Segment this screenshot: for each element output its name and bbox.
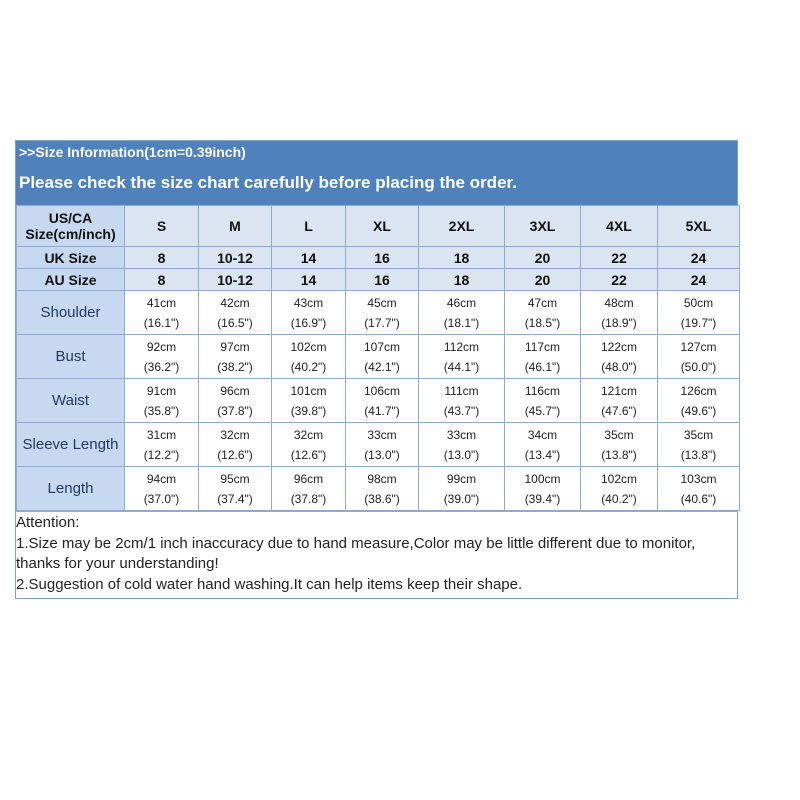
measurement-cell [581, 335, 658, 379]
us-size-cell: XL [346, 206, 419, 247]
inch-value: (46.1") [524, 359, 561, 374]
us-size-label: US/CA Size(cm/inch) [17, 206, 125, 247]
au-size-row [17, 269, 740, 291]
measurement-cell [272, 291, 346, 335]
measurement-cell [658, 291, 740, 335]
measurement-cell [199, 423, 272, 467]
cm-value: 32cm [220, 427, 250, 442]
inch-value: (37.8") [217, 403, 253, 418]
cm-value: 34cm [527, 427, 558, 442]
cm-value: 122cm [600, 339, 638, 354]
cm-value: 116cm [524, 383, 561, 398]
cm-value: 48cm [604, 295, 634, 310]
measurement-cell [125, 467, 199, 511]
cm-value: 95cm [220, 471, 250, 486]
cm-value: 94cm [146, 471, 177, 486]
attention-notes [16, 511, 737, 598]
cm-value: 102cm [600, 471, 638, 486]
size-chart [15, 140, 738, 599]
us-size-cell: 4XL [581, 206, 658, 247]
uk-size-cell: 20 [505, 247, 581, 269]
measurement-cell [199, 335, 272, 379]
measurement-cell [419, 291, 505, 335]
inch-value: (35.8") [143, 403, 180, 418]
inch-value: (36.2") [143, 359, 180, 374]
measurement-cell [199, 291, 272, 335]
measurement-cell [125, 335, 199, 379]
au-size-cell: 14 [272, 269, 346, 291]
cm-value: 97cm [220, 339, 250, 354]
measurement-cell [581, 467, 658, 511]
inch-value: (13.8") [601, 447, 637, 462]
uk-size-cell: 22 [581, 247, 658, 269]
inch-value: (37.8") [290, 491, 327, 506]
cm-value: 96cm [220, 383, 250, 398]
us-size-cell: 5XL [658, 206, 740, 247]
cm-value: 42cm [220, 295, 250, 310]
measurement-cell [125, 291, 199, 335]
inch-value: (39.0") [443, 491, 480, 506]
inch-value: (18.9") [601, 315, 637, 330]
measurement-row [17, 467, 740, 511]
measurement-label: Bust [17, 335, 125, 379]
au-size-cell: 16 [346, 269, 419, 291]
inch-value: (13.8") [680, 447, 717, 462]
measurement-cell [346, 423, 419, 467]
inch-value: (39.4") [524, 491, 561, 506]
cm-value: 96cm [293, 471, 324, 486]
measurement-cell [346, 291, 419, 335]
uk-size-cell: 24 [658, 247, 740, 269]
cm-value: 91cm [146, 383, 177, 398]
cm-value: 107cm [363, 339, 401, 354]
inch-value: (45.7") [524, 403, 561, 418]
inch-value: (18.5") [524, 315, 561, 330]
cm-value: 35cm [604, 427, 634, 442]
size-info-title: >>Size Information(1cm=0.39inch) [19, 144, 246, 160]
au-size-cell: 8 [125, 269, 199, 291]
us-size-cell: M [199, 206, 272, 247]
au-size-cell: 24 [658, 269, 740, 291]
cm-value: 117cm [524, 339, 561, 354]
au-size-label: AU Size [17, 269, 125, 291]
cm-value: 101cm [290, 383, 327, 398]
cm-value: 121cm [600, 383, 638, 398]
us-size-cell: L [272, 206, 346, 247]
inch-value: (40.2") [601, 491, 637, 506]
measurement-row [17, 379, 740, 423]
inch-value: (40.6") [680, 491, 717, 506]
inch-value: (16.1") [143, 315, 180, 330]
measurement-label: Sleeve Length [17, 423, 125, 467]
attention-note-1: 1.Size may be 2cm/1 inch inaccuracy due to hand measure,Color may be little different due to monitor, thanks for your understanding! [16, 534, 696, 572]
measurement-cell [419, 335, 505, 379]
attention-note-2: 2.Suggestion of cold water hand washing.It can help items keep their shape. [16, 575, 523, 593]
cm-value: 43cm [293, 295, 324, 310]
inch-value: (50.0") [680, 359, 717, 374]
inch-value: (41.7") [364, 403, 400, 418]
inch-value: (16.5") [217, 315, 253, 330]
measurement-cell [505, 291, 581, 335]
measurement-cell [505, 423, 581, 467]
inch-value: (42.1") [364, 359, 400, 374]
cm-value: 50cm [683, 295, 714, 310]
inch-value: (12.6") [290, 447, 327, 462]
cm-value: 32cm [293, 427, 324, 442]
cm-value: 31cm [146, 427, 177, 442]
measurement-cell [505, 335, 581, 379]
measurement-cell [272, 467, 346, 511]
measurement-cell [658, 379, 740, 423]
measurement-row [17, 291, 740, 335]
measurement-cell [125, 423, 199, 467]
cm-value: 41cm [146, 295, 177, 310]
measurement-cell [658, 335, 740, 379]
inch-value: (40.2") [290, 359, 327, 374]
inch-value: (13.0") [443, 447, 480, 462]
au-size-cell: 20 [505, 269, 581, 291]
us-size-cell: 2XL [419, 206, 505, 247]
inch-value: (16.9") [290, 315, 327, 330]
us-size-row [17, 206, 740, 247]
us-size-cell: 3XL [505, 206, 581, 247]
cm-value: 100cm [524, 471, 561, 486]
inch-value: (12.6") [217, 447, 253, 462]
measurement-cell [346, 379, 419, 423]
measurement-cell [272, 423, 346, 467]
measurement-cell [658, 423, 740, 467]
inch-value: (13.4") [524, 447, 561, 462]
uk-size-cell: 10-12 [199, 247, 272, 269]
measurement-label: Length [17, 467, 125, 511]
measurement-cell [581, 291, 658, 335]
uk-size-label: UK Size [17, 247, 125, 269]
measurement-cell [199, 379, 272, 423]
cm-value: 112cm [443, 339, 480, 354]
cm-value: 103cm [680, 471, 717, 486]
cm-value: 47cm [527, 295, 558, 310]
inch-value: (38.2") [217, 359, 253, 374]
uk-size-cell: 14 [272, 247, 346, 269]
au-size-cell: 22 [581, 269, 658, 291]
cm-value: 111cm [444, 383, 479, 398]
measurement-cell [419, 423, 505, 467]
size-info-banner [16, 141, 737, 205]
inch-value: (43.7") [443, 403, 480, 418]
size-check-notice: Please check the size chart carefully before placing the order. [19, 173, 517, 192]
cm-value: 33cm [446, 427, 477, 442]
inch-value: (37.4") [217, 491, 253, 506]
measurement-cell [581, 423, 658, 467]
cm-value: 102cm [290, 339, 327, 354]
measurement-cell [581, 379, 658, 423]
inch-value: (48.0") [601, 359, 637, 374]
attention-title: Attention: [16, 514, 80, 531]
inch-value: (38.6") [364, 491, 400, 506]
measurement-row [17, 335, 740, 379]
cm-value: 35cm [683, 427, 714, 442]
measurement-row [17, 423, 740, 467]
inch-value: (17.7") [364, 315, 400, 330]
cm-value: 106cm [363, 383, 401, 398]
inch-value: (37.0") [143, 491, 180, 506]
inch-value: (13.0") [364, 447, 400, 462]
cm-value: 98cm [367, 471, 397, 486]
inch-value: (39.8") [290, 403, 327, 418]
cm-value: 92cm [146, 339, 177, 354]
measurement-cell [272, 335, 346, 379]
measurement-cell [199, 467, 272, 511]
cm-value: 127cm [680, 339, 717, 354]
inch-value: (47.6") [601, 403, 637, 418]
measurement-cell [419, 467, 505, 511]
us-size-cell: S [125, 206, 199, 247]
au-size-cell: 18 [419, 269, 505, 291]
cm-value: 99cm [446, 471, 477, 486]
inch-value: (44.1") [443, 359, 480, 374]
au-size-cell: 10-12 [199, 269, 272, 291]
uk-size-row [17, 247, 740, 269]
measurement-cell [272, 379, 346, 423]
uk-size-cell: 16 [346, 247, 419, 269]
inch-value: (19.7") [680, 315, 717, 330]
inch-value: (12.2") [143, 447, 180, 462]
measurement-cell [505, 379, 581, 423]
measurement-cell [658, 467, 740, 511]
measurement-cell [505, 467, 581, 511]
measurement-label: Shoulder [17, 291, 125, 335]
inch-value: (18.1") [443, 315, 480, 330]
cm-value: 46cm [446, 295, 477, 310]
uk-size-cell: 8 [125, 247, 199, 269]
measurement-cell [419, 379, 505, 423]
uk-size-cell: 18 [419, 247, 505, 269]
measurement-cell [346, 467, 419, 511]
cm-value: 45cm [367, 295, 397, 310]
measurement-cell [125, 379, 199, 423]
measurement-label: Waist [17, 379, 125, 423]
measurement-cell [346, 335, 419, 379]
inch-value: (49.6") [680, 403, 717, 418]
cm-value: 33cm [367, 427, 397, 442]
cm-value: 126cm [680, 383, 717, 398]
size-table [16, 205, 740, 511]
